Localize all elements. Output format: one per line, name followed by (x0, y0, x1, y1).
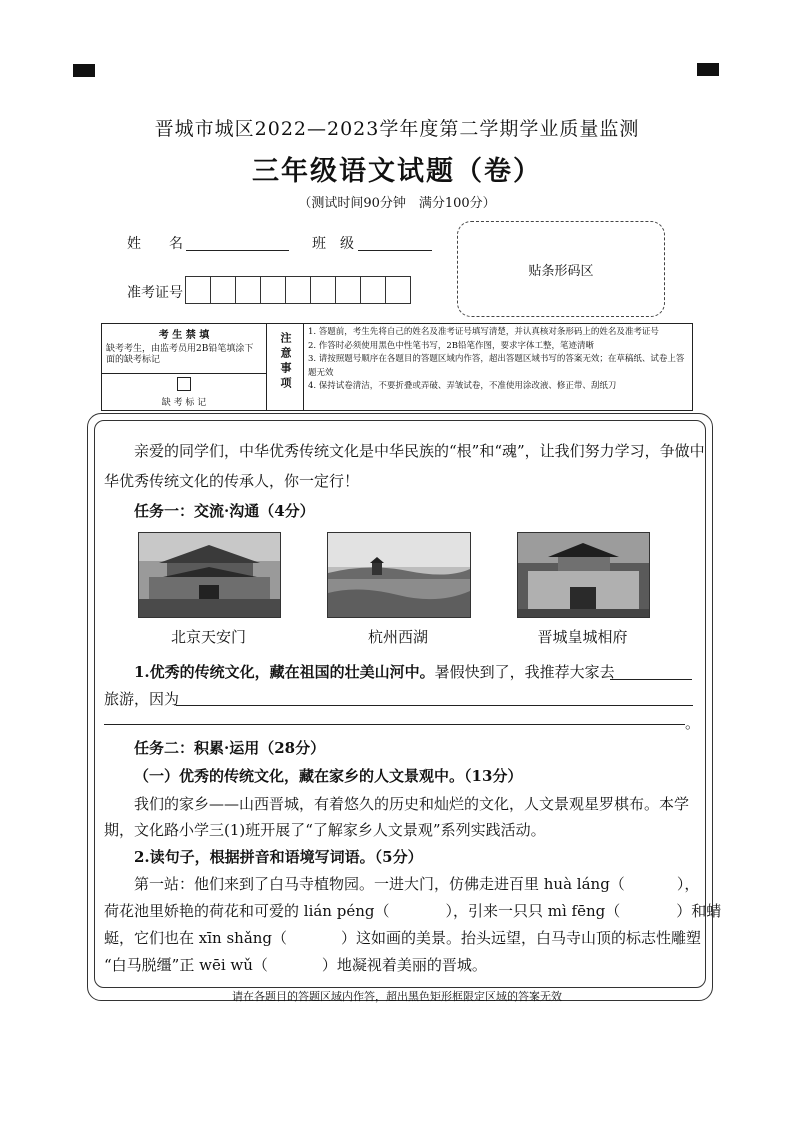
notice-items (304, 324, 690, 410)
id-digit-box[interactable] (385, 276, 411, 304)
notice-item: 4. 保持试卷清洁，不要折叠或弄破、弄皱试卷，不准使用涂改液、修正带、刮纸刀 (308, 381, 617, 391)
page-title: 三年级语文试题（卷） (252, 156, 542, 187)
notice-table (101, 323, 693, 411)
exam-subtitle: （测试时间90分钟 满分100分） (298, 196, 496, 211)
huangcheng-photo (517, 532, 650, 618)
sentence-text: 第一站：他们来到了白马寺植物园。一进大门，仿佛走进百里 huà láng（ (134, 875, 625, 893)
answer-area-footer-note: 请在各题目的答题区域内作答，超出黑色矩形框限定区域的答案无效 (232, 990, 562, 1003)
answer-line[interactable] (610, 679, 692, 680)
west-lake-photo (327, 532, 471, 618)
barcode-label: 贴条形码区 (528, 263, 594, 279)
id-digit-box[interactable] (360, 276, 386, 304)
class-field[interactable] (358, 250, 432, 251)
image-caption: 北京天安门 (170, 628, 246, 646)
sentence-line (104, 896, 721, 926)
sentence-text: ）这如画的美景。抬头远望，白马寺山顶的标志性雕塑 (341, 929, 702, 947)
sentence-text: “白马脱缰”正 wēi wǔ（ (104, 956, 268, 974)
id-digit-box[interactable] (185, 276, 211, 304)
sentence-text: ），引来一只只 mì fēng（ (445, 902, 621, 920)
notice-item: 3. 请按照题号顺序在各题目的答题区域内作答，超出答题区域书写的答案无效；在草稿纸、试卷上答题无效 (308, 354, 685, 378)
answer-line[interactable] (104, 724, 685, 725)
name-field[interactable] (186, 250, 289, 251)
question-2: 2.读句子，根据拼音和语境写词语。（5分） (134, 848, 423, 866)
tiananmen-image (139, 533, 280, 617)
image-caption: 晋城皇城相府 (537, 628, 628, 646)
huangcheng-image (518, 533, 649, 617)
notice-heading-cell (267, 324, 304, 410)
passage-line: 期，文化路小学三(1)班开展了“了解家乡人文景观”系列实践活动。 (104, 821, 546, 839)
image-caption: 杭州西湖 (367, 628, 428, 646)
tiananmen-photo (138, 532, 281, 618)
absent-instruction: 缺考考生，由监考员用2B铅笔填涂下面的缺考标记 (106, 344, 254, 365)
sentence-text: ）和蜻 (676, 902, 722, 920)
exam-header: 晋城市城区2022—2023学年度第二学期学业质量监测 (154, 118, 640, 140)
passage-line: 我们的家乡——山西晋城，有着悠久的历史和灿烂的文化，人文景观星罗棋布。本学 (134, 795, 690, 813)
notice-item: 2. 作答时必须使用黑色中性笔书写，2B铅笔作图，要求字体工整，笔迹清晰 (308, 340, 594, 351)
name-label: 姓 名 (127, 236, 183, 252)
barcode-area (457, 221, 665, 317)
class-label: 班 级 (312, 236, 354, 252)
intro-line: 华优秀传统文化的传承人，你一定行！ (104, 472, 360, 490)
id-number-boxes[interactable] (185, 276, 410, 304)
absent-checkbox[interactable] (177, 377, 191, 391)
registration-mark-right (697, 63, 719, 76)
id-label: 准考证号 (127, 285, 183, 301)
examiner-only-title: 考 生 禁 填 (158, 330, 210, 341)
sentence-text: 蜓，它们也在 xīn shǎng（ (104, 929, 288, 947)
registration-mark-left (73, 64, 95, 77)
id-digit-box[interactable] (260, 276, 286, 304)
examiner-only-cell (102, 324, 267, 410)
sentence-text: 荷花池里娇艳的荷花和可爱的 lián péng（ (104, 902, 390, 920)
notice-heading: 注意事项 (279, 332, 292, 392)
task2-heading: 任务二：积累·运用（28分） (134, 739, 326, 757)
question-1-prompt: 暑假快到了，我推荐大家去 (434, 663, 615, 681)
absent-label: 缺 考 标 记 (161, 398, 207, 408)
id-digit-box[interactable] (235, 276, 261, 304)
sentence-text: ）地凝视着美丽的晋城。 (321, 956, 487, 974)
question-1-lead: 1.优秀的传统文化，藏在祖国的壮美山河中。 (134, 663, 435, 681)
question-1 (134, 657, 615, 687)
notice-item: 1. 答题前，考生先将自己的姓名及准考证号填写清楚，并认真核对条形码上的姓名及准考证号 (308, 327, 659, 337)
answer-line[interactable] (176, 705, 693, 706)
intro-line: 亲爱的同学们，中华优秀传统文化是中华民族的“根”和“魂”，让我们努力学习，争做中 (134, 442, 705, 460)
question-1-reason-label: 旅游，因为 (104, 690, 180, 708)
question-1-end: 。 (685, 714, 701, 732)
sentence-line (134, 869, 699, 899)
sentence-line (104, 950, 487, 980)
id-digit-box[interactable] (335, 276, 361, 304)
sentence-text: ）， (676, 875, 700, 893)
section-1-heading: （一）优秀的传统文化，藏在家乡的人文景观中。（13分） (134, 767, 523, 785)
id-digit-box[interactable] (310, 276, 336, 304)
west-lake-image (328, 533, 470, 617)
id-digit-box[interactable] (285, 276, 311, 304)
sentence-line (104, 923, 701, 953)
task1-heading: 任务一：交流·沟通（4分） (134, 502, 315, 520)
id-digit-box[interactable] (210, 276, 236, 304)
